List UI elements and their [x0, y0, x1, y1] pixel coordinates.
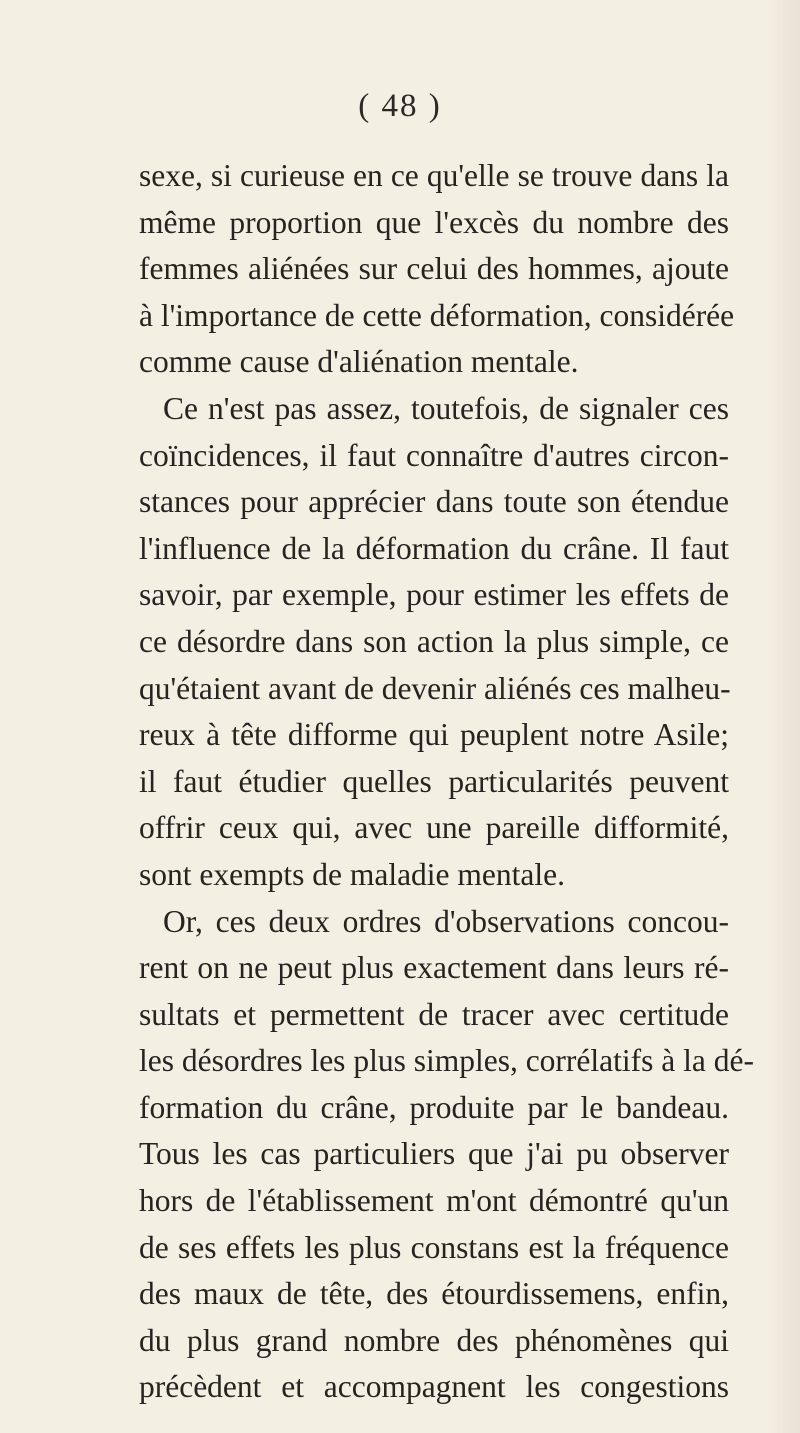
text-line: coïncidences, il faut connaître d'autres circon- — [139, 437, 729, 473]
text-line: sont exempts de maladie mentale. — [139, 856, 565, 892]
text-line: précèdent et accompagnent les congestions — [139, 1369, 729, 1405]
text-line: les désordres les plus simples, corrélatifs à la dé- — [139, 1043, 754, 1079]
paragraph-start-line: Or, ces deux ordres d'observations concou- — [163, 903, 729, 939]
text-line: femmes aliénées sur celui des hommes, ajoute — [139, 251, 729, 287]
text-line: offrir ceux qui, avec une pareille difformité, — [139, 810, 729, 846]
text-line: qu'étaient avant de devenir aliénés ces malheu- — [139, 670, 731, 706]
text-line: même proportion que l'excès du nombre des — [139, 204, 729, 240]
text-line: sexe, si curieuse en ce qu'elle se trouve dans la — [139, 158, 729, 193]
text-line: du plus grand nombre des phénomènes qui — [139, 1322, 729, 1358]
text-line: comme cause d'aliénation mentale. — [139, 344, 579, 380]
body-text — [139, 153, 754, 1411]
text-line: ce désordre dans son action la plus simple, ce — [139, 623, 729, 659]
text-line: Tous les cas particuliers que j'ai pu observer — [139, 1136, 729, 1172]
text-line: des maux de tête, des étourdissemens, enfin, — [139, 1276, 729, 1312]
text-line: formation du crâne, produite par le bandeau. — [139, 1089, 729, 1125]
text-line: savoir, par exemple, pour estimer les effets de — [139, 577, 729, 613]
text-line: rent on ne peut plus exactement dans leurs ré- — [139, 950, 729, 986]
text-line: de ses effets les plus constans est la fréquence — [139, 1229, 729, 1265]
text-line: l'influence de la déformation du crâne. Il faut — [139, 530, 729, 566]
text-line: sultats et permettent de tracer avec certitude — [139, 996, 729, 1032]
paragraph-start-line: Ce n'est pas assez, toutefois, de signaler ces — [163, 390, 729, 426]
text-line: à l'importance de cette déformation, considérée — [139, 297, 735, 333]
page-number: ( 48 ) — [358, 88, 442, 124]
text-line: reux à tête difforme qui peuplent notre Asile; — [139, 717, 729, 753]
text-line: hors de l'établissement m'ont démontré qu'un — [139, 1183, 729, 1219]
text-line: stances pour apprécier dans toute son étendue — [139, 484, 729, 520]
text-line: il faut étudier quelles particularités peuvent — [139, 763, 729, 799]
